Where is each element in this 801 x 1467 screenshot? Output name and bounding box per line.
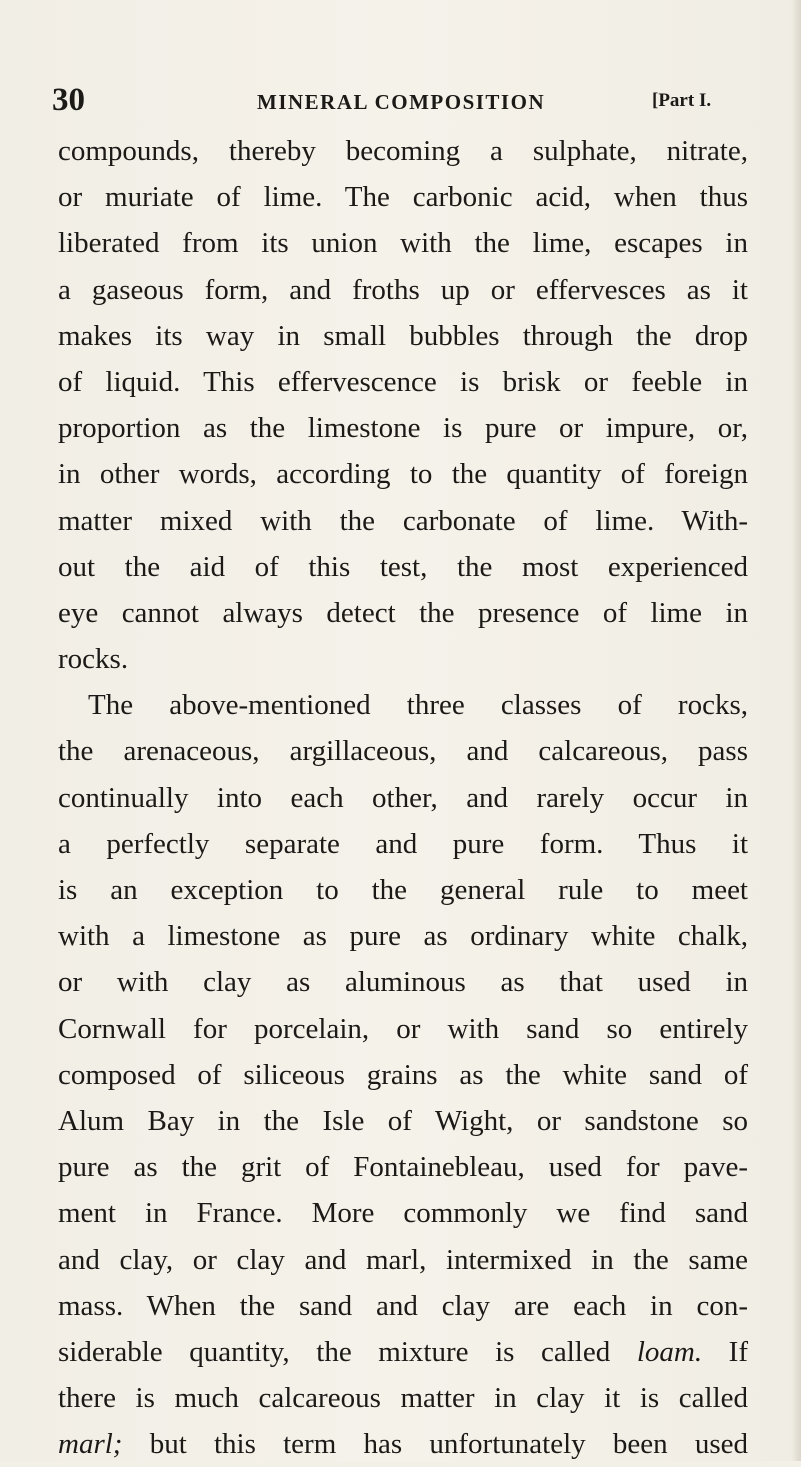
page-number: 30 — [52, 82, 85, 118]
text-line: a perfectly separate and pure form. Thus it — [58, 827, 748, 860]
text-run: If — [702, 1335, 748, 1368]
text-line: makes its way in small bubbles through the drop — [58, 319, 748, 352]
text-line: and clay, or clay and marl, intermixed in the same — [58, 1243, 748, 1276]
text-line: eye cannot always detect the presence of lime in — [58, 596, 748, 629]
text-run: siderable quantity, the mixture is called — [58, 1335, 637, 1368]
text-line: mass. When the sand and clay are each in con- — [58, 1289, 748, 1322]
page-edge-shadow — [791, 0, 801, 1461]
part-label: [Part I. — [652, 90, 712, 111]
text-line: or with clay as aluminous as that used in — [58, 966, 748, 999]
text-line: in other words, according to the quantity of foreign — [58, 458, 748, 491]
text-line: composed of siliceous grains as the white sand of — [58, 1058, 748, 1091]
text-line: Cornwall for porcelain, or with sand so entirely — [58, 1012, 748, 1045]
text-line: there is much calcareous matter in clay it is called — [58, 1382, 748, 1415]
text-line: of liquid. This effervescence is brisk or feeble in — [58, 365, 748, 398]
text-line — [58, 1421, 748, 1467]
term-loam: loam. — [636, 1335, 703, 1368]
text-line: pure as the grit of Fontainebleau, used for pave- — [58, 1151, 748, 1184]
page-header — [52, 82, 742, 122]
text-line: is an exception to the general rule to meet — [58, 874, 748, 906]
text-line: the arenaceous, argillaceous, and calcareous, pass — [58, 735, 748, 768]
text-line: The above-mentioned three classes of rocks, — [88, 689, 748, 722]
text-line: with a limestone as pure as ordinary white chalk, — [58, 920, 748, 953]
text-run: but this term has unfortunately been used — [122, 1428, 748, 1461]
text-line: proportion as the limestone is pure or impure, or, — [58, 412, 748, 445]
text-line: a gaseous form, and froths up or effervesces as it — [58, 273, 748, 306]
text-line — [58, 1329, 748, 1375]
running-title: MINERAL COMPOSITION — [257, 90, 546, 114]
term-marl: marl; — [58, 1428, 123, 1461]
body-text — [58, 128, 748, 1467]
text-line: matter mixed with the carbonate of lime. With- — [58, 504, 748, 537]
text-line: or muriate of lime. The carbonic acid, when thus — [58, 181, 748, 214]
text-line: ment in France. More commonly we find sand — [58, 1197, 748, 1230]
text-line: continually into each other, and rarely occur in — [58, 781, 748, 814]
text-line: Alum Bay in the Isle of Wight, or sandstone so — [58, 1104, 748, 1137]
text-line: rocks. — [58, 643, 129, 676]
text-line: out the aid of this test, the most experienced — [58, 550, 748, 583]
text-line: liberated from its union with the lime, escapes in — [58, 227, 748, 260]
text-line: compounds, thereby becoming a sulphate, nitrate, — [58, 135, 748, 167]
